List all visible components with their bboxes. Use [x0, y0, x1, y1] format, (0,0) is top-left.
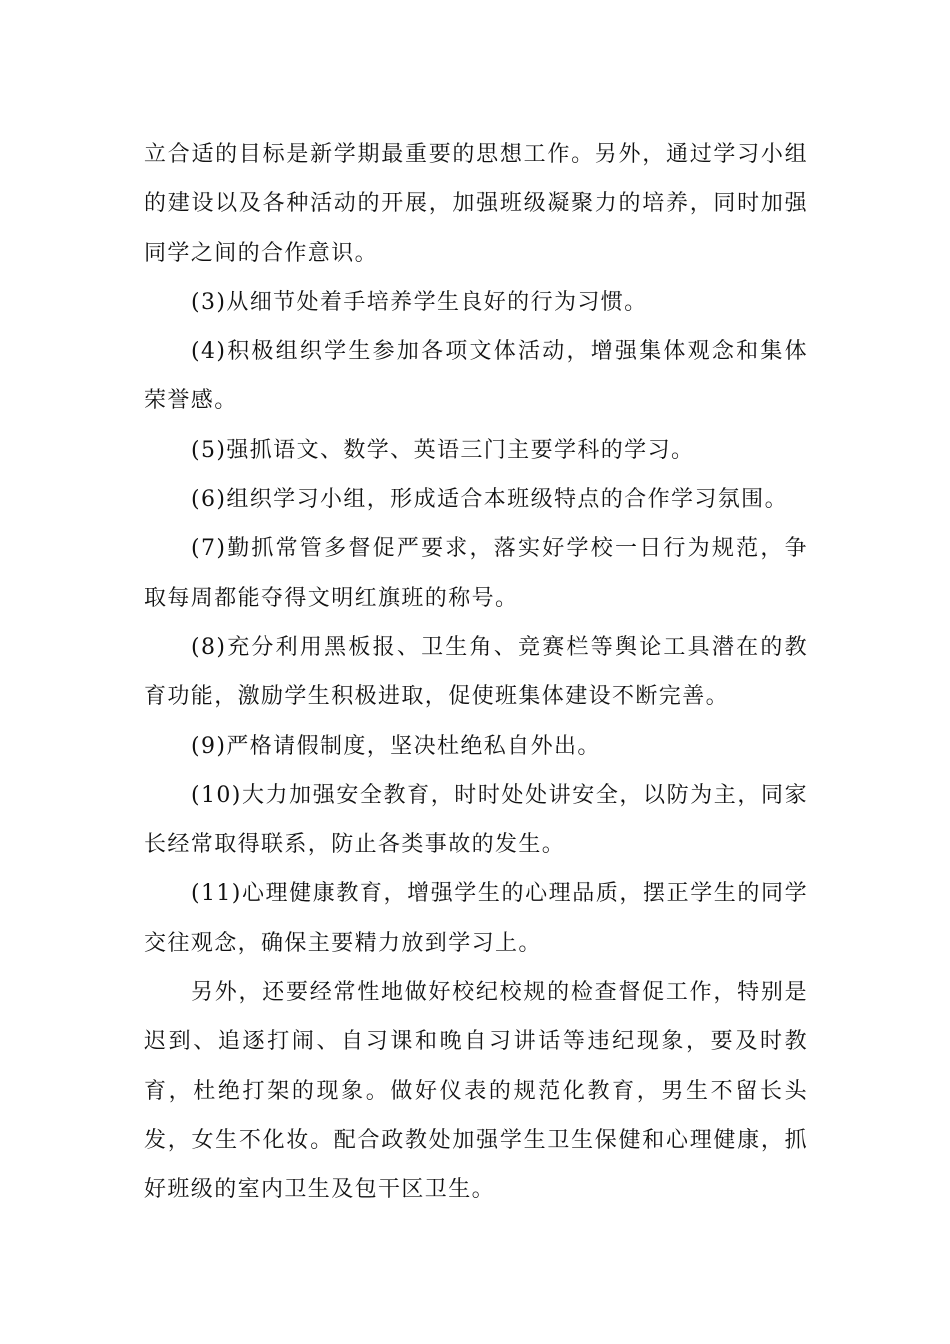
paragraph-continued: 立合适的目标是新学期最重要的思想工作。另外，通过学习小组的建设以及各种活动的开展，加强班级凝聚力的培养，同时加强同学之间的合作意识。	[144, 142, 808, 266]
paragraph-item-8: (8)充分利用黑板报、卫生角、竞赛栏等舆论工具潜在的教育功能，激励学生积极进取，促使班集体建设不断完善。	[144, 634, 808, 710]
paragraph-item-11: (11)心理健康教育，增强学生的心理品质，摆正学生的同学交往观念，确保主要精力放到学习上。	[144, 881, 808, 956]
document-body	[144, 130, 808, 1215]
paragraph-item-5: (5)强抓语文、数学、英语三门主要学科的学习。	[191, 437, 695, 463]
paragraph-item-6: (6)组织学习小组，形成适合本班级特点的合作学习氛围。	[191, 487, 788, 513]
paragraph-item-7: (7)勤抓常管多督促严要求，落实好学校一日行为规范，争取每周都能夺得文明红旗班的称号。	[144, 536, 808, 611]
paragraph-item-4: (4)积极组织学生参加各项文体活动，增强集体观念和集体荣誉感。	[144, 339, 808, 414]
paragraph-item-10: (10)大力加强安全教育，时时处处讲安全，以防为主，同家长经常取得联系，防止各类事故的发生。	[144, 782, 808, 858]
paragraph-item-9: (9)严格请假制度，坚决杜绝私自外出。	[191, 733, 601, 759]
paragraph-item-3: (3)从细节处着手培养学生良好的行为习惯。	[191, 289, 648, 315]
paragraph-closing: 另外，还要经常性地做好校纪校规的检查督促工作，特别是迟到、追逐打闹、自习课和晚自习讲话等违纪现象，要及时教育，杜绝打架的现象。做好仪表的规范化教育，男生不留长头发，女生不化妆。配合政教处加强学生卫生保健和心理健康，抓好班级的室内卫生及包干区卫生。	[144, 980, 808, 1203]
